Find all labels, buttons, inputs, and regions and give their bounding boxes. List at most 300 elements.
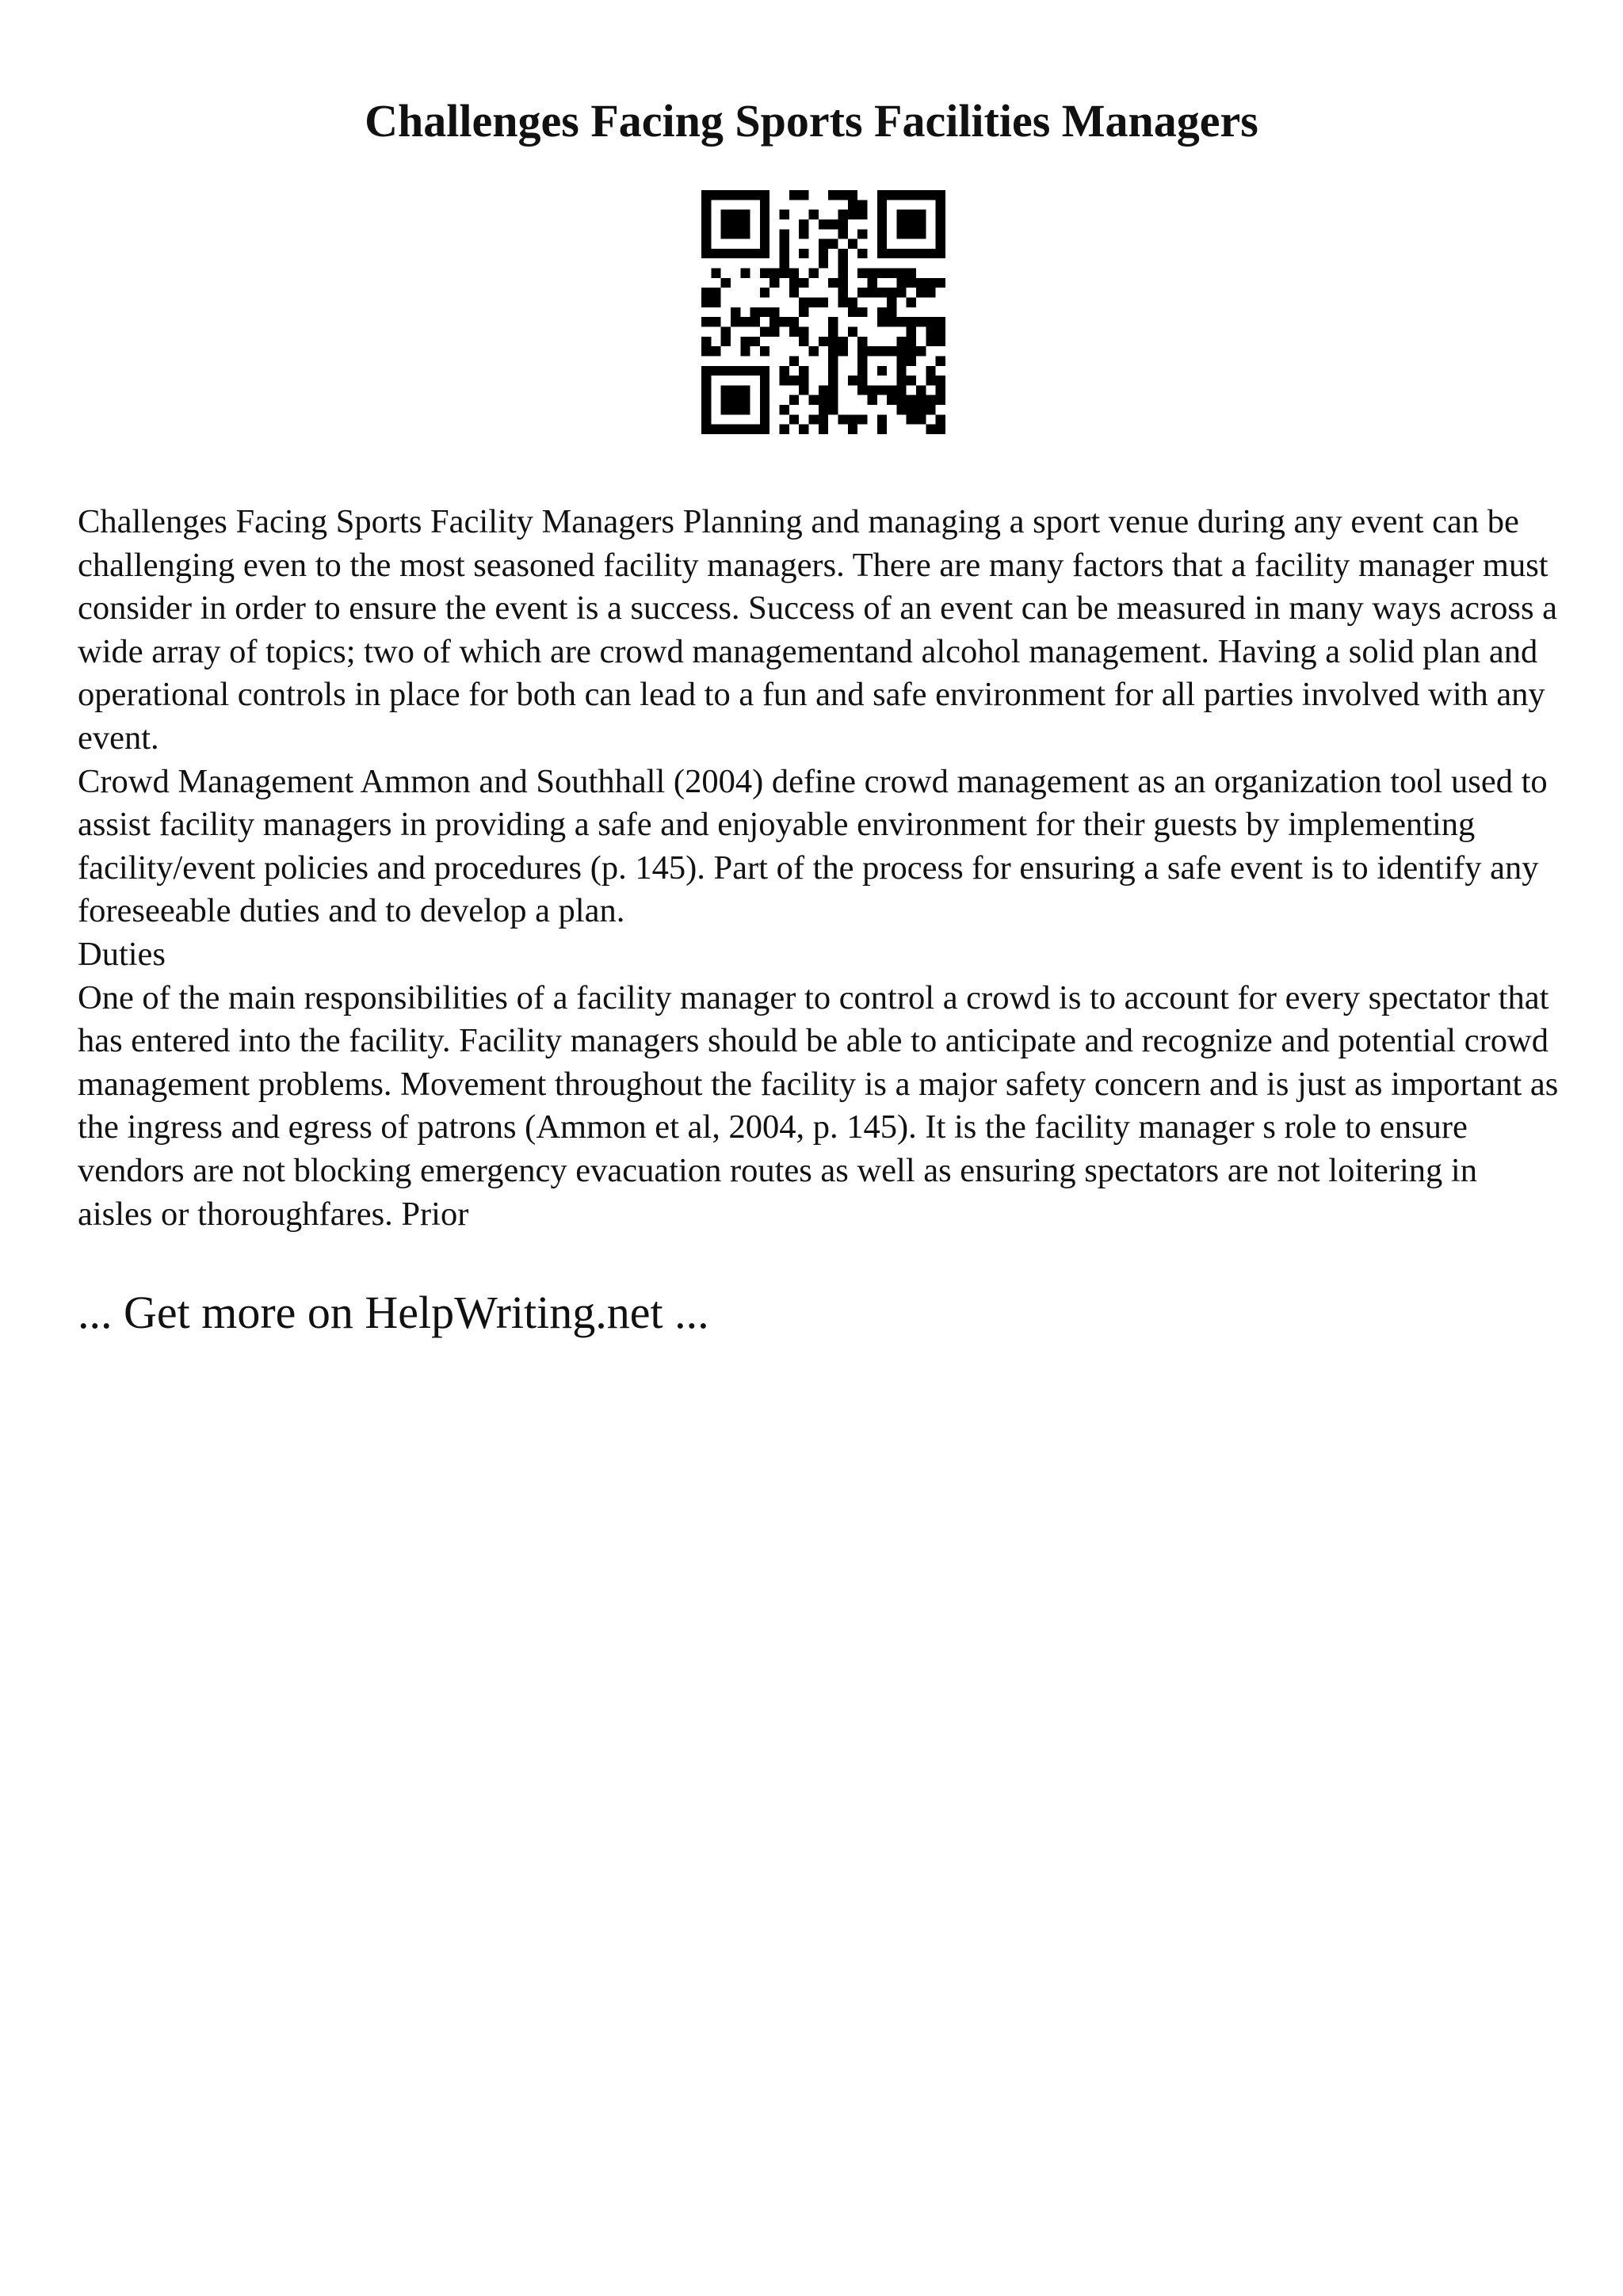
body-text (78, 501, 1560, 1236)
qr-module (936, 326, 945, 336)
qr-module (887, 385, 896, 395)
qr-module (789, 190, 799, 200)
qr-module (848, 425, 857, 434)
qr-module (887, 288, 896, 297)
qr-module (877, 366, 887, 376)
qr-module (907, 219, 916, 229)
qr-module (848, 307, 857, 317)
qr-module (760, 405, 769, 414)
qr-module (731, 210, 740, 219)
qr-module (701, 385, 711, 395)
qr-module (769, 317, 779, 326)
qr-module (857, 210, 867, 219)
qr-module (750, 317, 760, 326)
qr-module (896, 346, 906, 356)
qr-module (907, 326, 916, 336)
qr-module (926, 366, 935, 376)
qr-module (760, 249, 769, 258)
qr-module (916, 385, 926, 395)
qr-module (701, 210, 711, 219)
qr-module (789, 269, 799, 278)
qr-module (838, 219, 847, 229)
qr-module (819, 337, 828, 346)
qr-module (819, 425, 828, 434)
qr-module (857, 366, 867, 376)
qr-module (701, 346, 711, 356)
qr-module (877, 346, 887, 356)
qr-module (828, 346, 838, 356)
qr-module (907, 229, 916, 238)
qr-module (828, 356, 838, 365)
qr-module (750, 190, 760, 200)
qr-module (828, 317, 838, 326)
qr-module (760, 229, 769, 238)
qr-module (740, 219, 750, 229)
qr-module (896, 288, 906, 297)
qr-module (848, 326, 857, 336)
qr-module (838, 229, 847, 238)
qr-module (907, 249, 916, 258)
qr-module (828, 376, 838, 385)
qr-module (780, 425, 789, 434)
qr-module (760, 307, 769, 317)
qr-module (809, 414, 819, 424)
qr-module (926, 376, 935, 385)
qr-module (907, 414, 916, 424)
qr-module (760, 385, 769, 395)
qr-module (721, 219, 731, 229)
qr-module (926, 190, 935, 200)
qr-module (936, 414, 945, 424)
qr-module (731, 385, 740, 395)
qr-module (857, 337, 867, 346)
qr-module (799, 326, 808, 336)
qr-module (936, 249, 945, 258)
qr-module (896, 269, 906, 278)
qr-module (828, 395, 838, 405)
qr-module (926, 425, 935, 434)
qr-module (789, 395, 799, 405)
qr-module (907, 190, 916, 200)
qr-module (877, 385, 887, 395)
qr-module (721, 326, 731, 336)
qr-module (828, 239, 838, 249)
qr-module (760, 190, 769, 200)
qr-module (838, 298, 847, 307)
qr-module (877, 239, 887, 249)
qr-module (848, 190, 857, 200)
qr-module (896, 405, 906, 414)
qr-module (740, 366, 750, 376)
qr-module (750, 366, 760, 376)
qr-module (769, 278, 779, 288)
qr-module (916, 278, 926, 288)
qr-module (926, 278, 935, 288)
paragraph-duties: One of the main responsibilities of a facility manager to control a crowd is to account for every spectator that has entered into the facility. Facility managers should be able to anticipate and recognize and potential crowd management problems. Movement throughout the facility is a major safety concern and is just as important as the ingress and egress of patrons (Ammon et al, 2004, p. 145). It is the facility manager s role to ensure vendors are not blocking emergency evacuation routes as well as ensuring spectators are not loitering in aisles or thoroughfares. Prior (78, 978, 1559, 1233)
qr-module (877, 414, 887, 424)
qr-module (887, 317, 896, 326)
qr-module (907, 298, 916, 307)
qr-module (907, 210, 916, 219)
qr-module (701, 200, 711, 209)
qr-module (721, 425, 731, 434)
qr-module (896, 395, 906, 405)
qr-module (916, 219, 926, 229)
qr-module (711, 366, 720, 376)
qr-module (701, 395, 711, 405)
qr-module (887, 298, 896, 307)
qr-module (740, 229, 750, 238)
qr-module (740, 405, 750, 414)
qr-module (701, 317, 711, 326)
qr-module (731, 249, 740, 258)
qr-module (780, 317, 789, 326)
qr-module (721, 229, 731, 238)
qr-module (926, 405, 935, 414)
qr-module (926, 317, 935, 326)
qr-module (799, 219, 808, 229)
qr-module (740, 190, 750, 200)
qr-module (701, 366, 711, 376)
qr-module (721, 405, 731, 414)
qr-module (760, 288, 769, 297)
qr-module (721, 249, 731, 258)
qr-module (867, 278, 876, 288)
qr-module (838, 249, 847, 258)
qr-module (857, 200, 867, 209)
paragraph-intro: Challenges Facing Sports Facility Managers Planning and managing a sport venue during any event can be challenging even to the most seasoned facility managers. There are many factors that a facility manager must consider in order to ensure the event is a success. Success of an event can be measured in many ways across a wide array of topics; two of which are crowd managementand alcohol management. Having a solid plan and operational controls in place for both can lead to a fun and safe environment for all parties involved with any event. (78, 503, 1557, 757)
qr-module (701, 376, 711, 385)
qr-module (896, 278, 906, 288)
qr-module (819, 298, 828, 307)
qr-module (936, 200, 945, 209)
qr-module (838, 190, 847, 200)
qr-module (760, 269, 769, 278)
qr-module (896, 356, 906, 365)
qr-module (789, 376, 799, 385)
qr-module (887, 190, 896, 200)
qr-module (819, 395, 828, 405)
qr-module (799, 298, 808, 307)
qr-module (780, 258, 789, 268)
qr-module (711, 425, 720, 434)
qr-module (711, 317, 720, 326)
qr-module (926, 249, 935, 258)
qr-module (799, 366, 808, 376)
qr-module (828, 405, 838, 414)
qr-module (877, 269, 887, 278)
qr-module (731, 307, 740, 317)
qr-module (916, 190, 926, 200)
qr-module (936, 229, 945, 238)
qr-module (721, 366, 731, 376)
qr-module (750, 337, 760, 346)
qr-module (936, 376, 945, 385)
qr-module (877, 200, 887, 209)
qr-module (799, 278, 808, 288)
qr-module (926, 326, 935, 336)
qr-module (838, 337, 847, 346)
qr-module (916, 288, 926, 297)
qr-module (760, 395, 769, 405)
qr-module (916, 210, 926, 219)
qr-module (828, 366, 838, 376)
qr-module (731, 366, 740, 376)
qr-module (740, 249, 750, 258)
page-title: Challenges Facing Sports Facilities Managers (365, 95, 1258, 147)
qr-module (838, 288, 847, 297)
qr-module (896, 376, 906, 385)
qr-module (916, 405, 926, 414)
qr-module (907, 405, 916, 414)
qr-module (877, 288, 887, 297)
qr-module (857, 385, 867, 395)
qr-module (857, 414, 867, 424)
qr-module (721, 210, 731, 219)
qr-module (867, 385, 876, 395)
qr-module (857, 376, 867, 385)
qr-module (819, 249, 828, 258)
qr-module (780, 376, 789, 385)
qr-module (789, 278, 799, 288)
qr-module (701, 288, 711, 297)
qr-module (819, 405, 828, 414)
qr-module (760, 376, 769, 385)
qr-module (760, 414, 769, 424)
qr-module (877, 425, 887, 434)
qr-code-icon[interactable] (701, 190, 945, 434)
heading-duties: Duties (78, 935, 166, 973)
qr-module (936, 219, 945, 229)
qr-module (740, 425, 750, 434)
qr-module (740, 317, 750, 326)
qr-module (838, 258, 847, 268)
qr-module (926, 288, 935, 297)
qr-module (799, 425, 808, 434)
qr-module (857, 269, 867, 278)
qr-module (711, 249, 720, 258)
qr-module (711, 298, 720, 307)
qr-module (760, 326, 769, 336)
qr-module (750, 307, 760, 317)
qr-module (760, 210, 769, 219)
qr-module (731, 190, 740, 200)
qr-module (750, 249, 760, 258)
qr-module (780, 249, 789, 258)
qr-module (896, 317, 906, 326)
qr-module (740, 337, 750, 346)
qr-module (936, 190, 945, 200)
qr-module (896, 366, 906, 376)
qr-module (789, 317, 799, 326)
qr-module (731, 405, 740, 414)
qr-module (731, 395, 740, 405)
qr-module (760, 366, 769, 376)
qr-module (907, 317, 916, 326)
qr-module (936, 210, 945, 219)
qr-module (896, 219, 906, 229)
qr-module (867, 395, 876, 405)
qr-module (809, 298, 819, 307)
qr-module (721, 278, 731, 288)
qr-module (760, 239, 769, 249)
qr-module (780, 269, 789, 278)
qr-module (819, 414, 828, 424)
qr-module (819, 239, 828, 249)
qr-module (828, 219, 838, 229)
qr-module (701, 337, 711, 346)
qr-module (916, 249, 926, 258)
qr-module (877, 317, 887, 326)
qr-module (848, 376, 857, 385)
qr-module (896, 385, 906, 395)
qr-module (711, 346, 720, 356)
qr-module (857, 249, 867, 258)
qr-module (936, 425, 945, 434)
qr-module (936, 385, 945, 395)
qr-module (838, 346, 847, 356)
qr-module (769, 307, 779, 317)
get-more-link[interactable]: ... Get more on HelpWriting.net ... (78, 1287, 709, 1338)
qr-module (936, 356, 945, 365)
qr-module (701, 239, 711, 249)
qr-module (740, 269, 750, 278)
qr-module (789, 326, 799, 336)
qr-module (799, 190, 808, 200)
qr-module (740, 385, 750, 395)
qr-module (760, 219, 769, 229)
qr-module (731, 229, 740, 238)
qr-module (799, 376, 808, 385)
qr-module (896, 190, 906, 200)
qr-module (926, 395, 935, 405)
qr-module (721, 190, 731, 200)
qr-module (857, 229, 867, 238)
qr-module (916, 414, 926, 424)
qr-module (936, 278, 945, 288)
qr-module (731, 425, 740, 434)
qr-module (809, 269, 819, 278)
qr-module (769, 326, 779, 336)
qr-module (701, 425, 711, 434)
qr-module (848, 298, 857, 307)
qr-module (907, 346, 916, 356)
qr-module (780, 229, 789, 238)
qr-module (780, 239, 789, 249)
qr-module (769, 269, 779, 278)
qr-module (809, 210, 819, 219)
qr-module (828, 337, 838, 346)
qr-module (877, 210, 887, 219)
qr-module (838, 414, 847, 424)
qr-module (740, 210, 750, 219)
qr-module (828, 190, 838, 200)
qr-module (838, 269, 847, 278)
qr-module (936, 337, 945, 346)
qr-module (867, 288, 876, 297)
qr-module (848, 239, 857, 249)
qr-module (701, 229, 711, 238)
qr-module (780, 405, 789, 414)
qr-module (916, 395, 926, 405)
qr-module (916, 346, 926, 356)
qr-module (819, 219, 828, 229)
qr-module (721, 395, 731, 405)
qr-module (936, 395, 945, 405)
qr-module (760, 200, 769, 209)
qr-module (936, 239, 945, 249)
qr-module (907, 395, 916, 405)
qr-module (896, 249, 906, 258)
qr-module (780, 366, 789, 376)
qr-module (887, 307, 896, 317)
paragraph-crowd-management: Crowd Management Ammon and Southhall (2004) define crowd management as an organization tool used to assist facility managers in providing a safe and enjoyable environment for their guests by implementing facility/event policies and procedures (p. 145). Part of the process for ensuring a safe event is to identify any foreseeable duties and to develop a plan. (78, 762, 1548, 930)
qr-module (780, 210, 789, 219)
qr-module (877, 249, 887, 258)
qr-module (838, 210, 847, 219)
qr-module (907, 269, 916, 278)
qr-module (731, 317, 740, 326)
qr-module (701, 219, 711, 229)
qr-module (907, 337, 916, 346)
qr-module (819, 258, 828, 268)
qr-module (789, 288, 799, 297)
qr-module (838, 278, 847, 288)
qr-module (887, 269, 896, 278)
qr-module (848, 210, 857, 219)
qr-module (877, 307, 887, 317)
qr-module (701, 190, 711, 200)
qr-module (701, 249, 711, 258)
qr-module (721, 385, 731, 395)
qr-module (916, 229, 926, 238)
qr-module (848, 414, 857, 424)
qr-module (926, 337, 935, 346)
qr-module (828, 326, 838, 336)
qr-module (789, 356, 799, 365)
qr-module (877, 190, 887, 200)
qr-module (887, 346, 896, 356)
qr-module (936, 317, 945, 326)
qr-module (867, 269, 876, 278)
qr-module (907, 376, 916, 385)
qr-module (740, 346, 750, 356)
qr-module (857, 307, 867, 317)
qr-module (896, 337, 906, 346)
qr-module (731, 219, 740, 229)
qr-module (799, 229, 808, 238)
qr-module (828, 278, 838, 288)
qr-module (809, 346, 819, 356)
qr-module (760, 425, 769, 434)
qr-module (740, 395, 750, 405)
qr-module (809, 395, 819, 405)
qr-module (857, 288, 867, 297)
qr-module (887, 395, 896, 405)
qr-module (760, 346, 769, 356)
qr-module (799, 385, 808, 395)
qr-module (701, 414, 711, 424)
qr-module (877, 229, 887, 238)
qr-module (848, 200, 857, 209)
qr-module (896, 229, 906, 238)
qr-module (819, 385, 828, 395)
qr-module (799, 337, 808, 346)
qr-module (896, 210, 906, 219)
qr-module (799, 307, 808, 317)
qr-module (789, 414, 799, 424)
qr-module (887, 249, 896, 258)
